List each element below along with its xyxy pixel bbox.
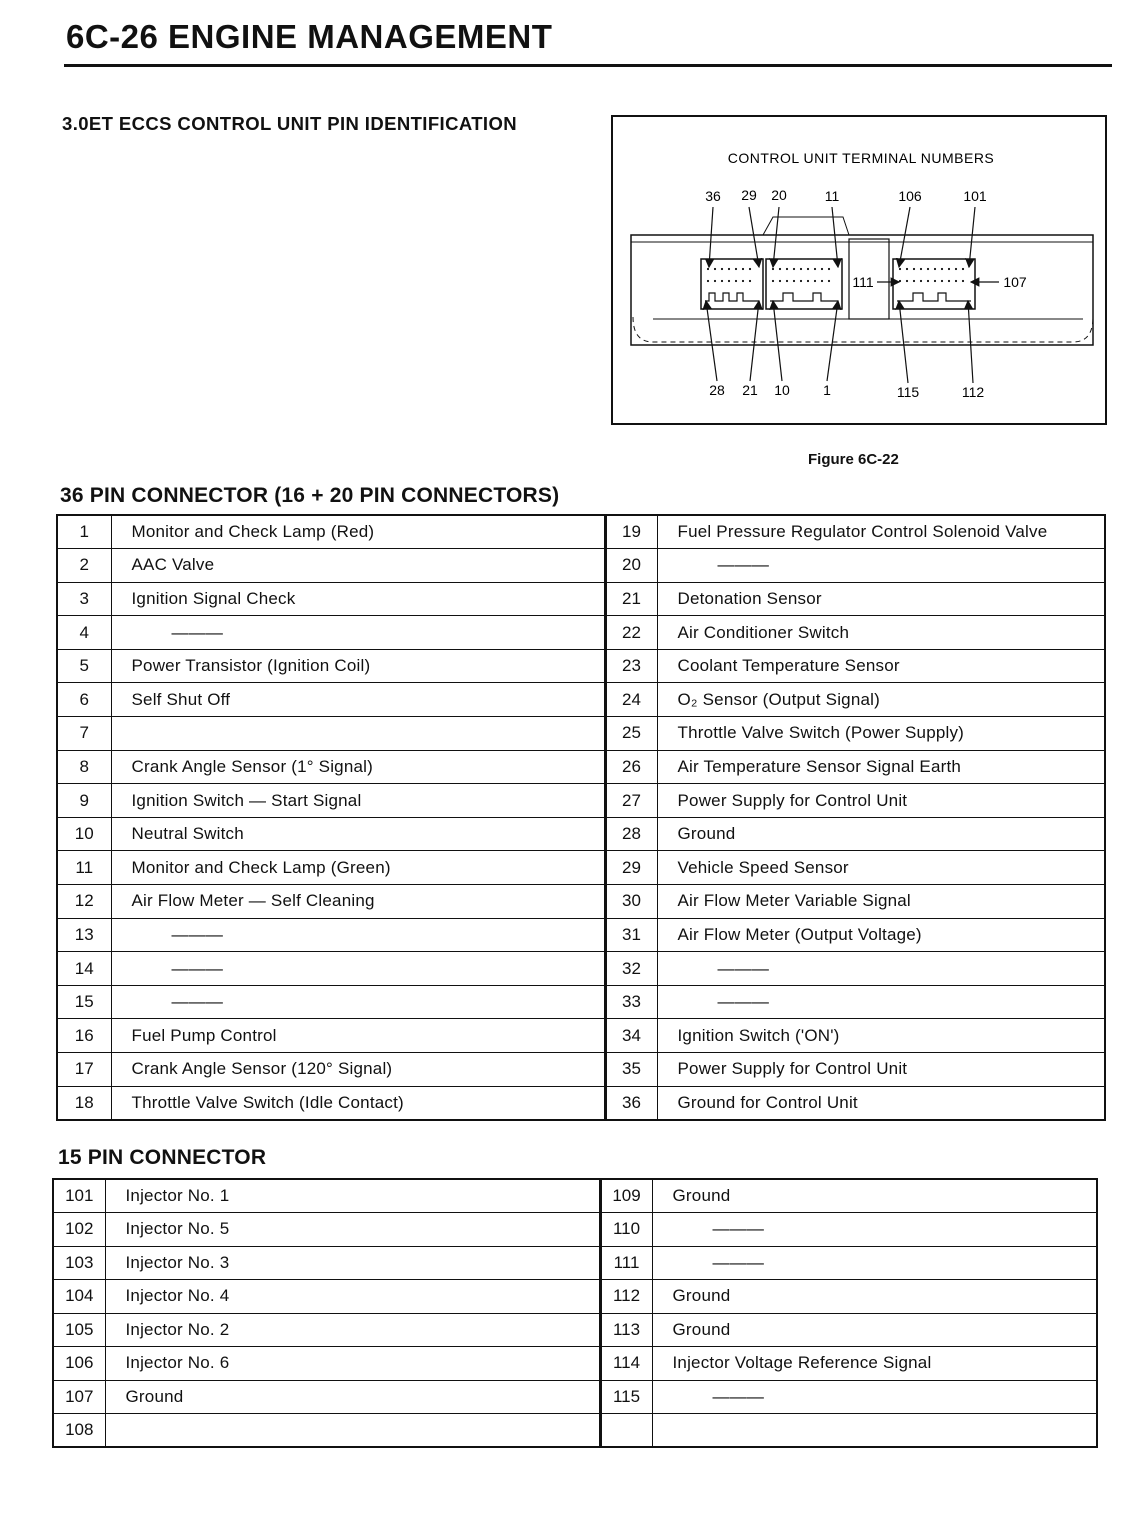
pin-dot — [899, 280, 901, 282]
pin-number: 112 — [600, 1280, 652, 1314]
pin-number: 7 — [57, 717, 111, 751]
table-row — [57, 1053, 1105, 1087]
table-row — [57, 750, 1105, 784]
pin-number: 20 — [605, 549, 657, 583]
pin-dot — [779, 280, 781, 282]
table-row — [57, 616, 1105, 650]
pin-number: 114 — [600, 1347, 652, 1381]
pin-number: 5 — [57, 649, 111, 683]
table-row — [57, 649, 1105, 683]
pin-dot — [821, 280, 823, 282]
pin-dot — [707, 280, 709, 282]
pin-dot — [779, 268, 781, 270]
pin-description: Fuel Pressure Regulator Control Solenoid Valve — [657, 515, 1105, 549]
pin-description: Neutral Switch — [111, 817, 605, 851]
pin-dot — [721, 280, 723, 282]
pin-number: 109 — [600, 1179, 652, 1213]
pin-dot — [772, 268, 774, 270]
section-heading: 3.0ET ECCS CONTROL UNIT PIN IDENTIFICATION — [62, 113, 518, 134]
pin-dot — [721, 268, 723, 270]
pin-description: Crank Angle Sensor (1° Signal) — [111, 750, 605, 784]
terminal-label-1: 1 — [823, 382, 831, 398]
pin-number: 104 — [53, 1280, 105, 1314]
pin-description — [105, 1414, 600, 1448]
terminal-label-10: 10 — [774, 382, 790, 398]
pin-dot — [927, 268, 929, 270]
pin-description: Power Transistor (Ignition Coil) — [111, 649, 605, 683]
control-unit-diagram — [613, 117, 1109, 427]
table-row — [53, 1246, 1097, 1280]
pin-number: 110 — [600, 1213, 652, 1247]
table-row — [57, 784, 1105, 818]
pin-number: 9 — [57, 784, 111, 818]
table-row — [57, 952, 1105, 986]
pin-dot — [828, 268, 830, 270]
pin-dot — [742, 268, 744, 270]
table-row — [57, 918, 1105, 952]
pin-dot — [814, 280, 816, 282]
terminal-label-29: 29 — [741, 187, 757, 203]
table-row — [57, 717, 1105, 751]
pin-number: 30 — [605, 885, 657, 919]
pin-number: 27 — [605, 784, 657, 818]
figure-caption: Figure 6C-22 — [808, 451, 899, 468]
terminal-label-111: 111 — [852, 274, 874, 290]
pin-dot — [793, 268, 795, 270]
pin-description: ——— — [657, 952, 1105, 986]
terminal-label-11: 11 — [824, 188, 840, 204]
connector-15-heading: 15 PIN CONNECTOR — [58, 1146, 267, 1169]
pin-number: 17 — [57, 1053, 111, 1087]
pin-number: 22 — [605, 616, 657, 650]
table-row — [57, 817, 1105, 851]
pin-description: Ground for Control Unit — [657, 1086, 1105, 1120]
pin-description: Ignition Switch — Start Signal — [111, 784, 605, 818]
pin-dot — [948, 280, 950, 282]
pin-dot — [962, 280, 964, 282]
title-rule — [64, 64, 1112, 67]
pin-number: 108 — [53, 1414, 105, 1448]
pin-description — [652, 1414, 1097, 1448]
table-row — [53, 1414, 1097, 1448]
pin-description — [111, 717, 605, 751]
pin-number: 29 — [605, 851, 657, 885]
pin-dot — [934, 268, 936, 270]
pin-dot — [913, 280, 915, 282]
pin-description: Ground — [652, 1179, 1097, 1213]
pin-description: Coolant Temperature Sensor — [657, 649, 1105, 683]
pin-table-36 — [56, 514, 1106, 1121]
pin-number: 10 — [57, 817, 111, 851]
pin-number: 15 — [57, 985, 111, 1019]
pin-number: 8 — [57, 750, 111, 784]
pin-dot — [814, 268, 816, 270]
pin-description: ——— — [657, 549, 1105, 583]
pin-dot — [735, 268, 737, 270]
pin-dot — [749, 268, 751, 270]
pin-dot — [934, 280, 936, 282]
pin-number: 2 — [57, 549, 111, 583]
pin-description: Monitor and Check Lamp (Green) — [111, 851, 605, 885]
terminal-label-21: 21 — [742, 382, 758, 398]
pin-description: Air Flow Meter (Output Voltage) — [657, 918, 1105, 952]
terminal-label-107: 107 — [1003, 274, 1027, 290]
pin-description: Power Supply for Control Unit — [657, 784, 1105, 818]
pin-description: Vehicle Speed Sensor — [657, 851, 1105, 885]
pin-number: 101 — [53, 1179, 105, 1213]
pin-number: 32 — [605, 952, 657, 986]
pin-dot — [786, 268, 788, 270]
pin-dot — [772, 280, 774, 282]
pin-number: 3 — [57, 582, 111, 616]
terminal-label-106: 106 — [898, 188, 922, 204]
pin-dot — [955, 280, 957, 282]
pin-description: Ground — [657, 817, 1105, 851]
pin-description: Injector No. 5 — [105, 1213, 600, 1247]
terminal-label-36: 36 — [705, 188, 721, 204]
figure-heading: CONTROL UNIT TERMINAL NUMBERS — [727, 150, 995, 166]
pin-number: 111 — [600, 1246, 652, 1280]
pin-description: ——— — [111, 616, 605, 650]
terminal-label-101: 101 — [963, 188, 987, 204]
control-unit-figure — [611, 115, 1107, 425]
pin-description: Air Flow Meter — Self Cleaning — [111, 885, 605, 919]
table-row — [57, 515, 1105, 549]
pin-description: Fuel Pump Control — [111, 1019, 605, 1053]
pin-number — [600, 1414, 652, 1448]
pin-dot — [828, 280, 830, 282]
pin-dot — [714, 280, 716, 282]
terminal-label-115: 115 — [896, 384, 920, 400]
pin-description: Injector No. 2 — [105, 1313, 600, 1347]
pin-dot — [786, 280, 788, 282]
pin-dot — [728, 280, 730, 282]
pin-number: 24 — [605, 683, 657, 717]
pin-number: 35 — [605, 1053, 657, 1087]
pin-number: 105 — [53, 1313, 105, 1347]
pin-dot — [728, 268, 730, 270]
pin-dot — [962, 268, 964, 270]
pin-number: 18 — [57, 1086, 111, 1120]
pin-description: Throttle Valve Switch (Idle Contact) — [111, 1086, 605, 1120]
pin-number: 23 — [605, 649, 657, 683]
pin-description: Ground — [652, 1313, 1097, 1347]
pin-description: ——— — [657, 985, 1105, 1019]
pin-description: Detonation Sensor — [657, 582, 1105, 616]
pin-dot — [807, 268, 809, 270]
pin-number: 113 — [600, 1313, 652, 1347]
pin-number: 12 — [57, 885, 111, 919]
pin-number: 107 — [53, 1380, 105, 1414]
pin-dot — [899, 268, 901, 270]
pin-description: Air Flow Meter Variable Signal — [657, 885, 1105, 919]
pin-number: 1 — [57, 515, 111, 549]
pin-number: 26 — [605, 750, 657, 784]
pin-dot — [941, 268, 943, 270]
table-row — [53, 1313, 1097, 1347]
pin-description: Throttle Valve Switch (Power Supply) — [657, 717, 1105, 751]
pin-description: Injector No. 1 — [105, 1179, 600, 1213]
pin-number: 36 — [605, 1086, 657, 1120]
pin-dot — [735, 280, 737, 282]
pin-dot — [707, 268, 709, 270]
pin-description: Air Temperature Sensor Signal Earth — [657, 750, 1105, 784]
pin-number: 28 — [605, 817, 657, 851]
pin-description: ——— — [111, 985, 605, 1019]
pin-dot — [742, 280, 744, 282]
pin-dot — [800, 280, 802, 282]
pin-dot — [955, 268, 957, 270]
pin-description: Power Supply for Control Unit — [657, 1053, 1105, 1087]
pin-description: Injector Voltage Reference Signal — [652, 1347, 1097, 1381]
table-row — [57, 549, 1105, 583]
pin-table-15 — [52, 1178, 1098, 1448]
pin-description: Ground — [105, 1380, 600, 1414]
pin-dot — [906, 280, 908, 282]
pin-number: 21 — [605, 582, 657, 616]
pin-description: O₂ Sensor (Output Signal) — [657, 683, 1105, 717]
pin-dot — [821, 268, 823, 270]
table-row — [57, 851, 1105, 885]
table-row — [53, 1179, 1097, 1213]
pin-dot — [749, 280, 751, 282]
pin-description: Injector No. 3 — [105, 1246, 600, 1280]
pin-description: Ignition Signal Check — [111, 582, 605, 616]
pin-number: 14 — [57, 952, 111, 986]
pin-dot — [913, 268, 915, 270]
pin-description: Air Conditioner Switch — [657, 616, 1105, 650]
pin-description: Ignition Switch ('ON') — [657, 1019, 1105, 1053]
pin-description: ——— — [111, 918, 605, 952]
table-row — [57, 1019, 1105, 1053]
pin-number: 16 — [57, 1019, 111, 1053]
pin-number: 103 — [53, 1246, 105, 1280]
table-row — [53, 1380, 1097, 1414]
pin-description: Injector No. 4 — [105, 1280, 600, 1314]
pin-number: 102 — [53, 1213, 105, 1247]
table-row — [57, 885, 1105, 919]
pin-dot — [800, 268, 802, 270]
pin-description: ——— — [652, 1380, 1097, 1414]
pin-number: 6 — [57, 683, 111, 717]
page-title: 6C-26 ENGINE MANAGEMENT — [66, 18, 553, 55]
table-row — [53, 1213, 1097, 1247]
terminal-label-112: 112 — [961, 384, 985, 400]
pin-description: Crank Angle Sensor (120° Signal) — [111, 1053, 605, 1087]
table-row — [57, 683, 1105, 717]
pin-number: 115 — [600, 1380, 652, 1414]
pin-dot — [920, 280, 922, 282]
pin-number: 34 — [605, 1019, 657, 1053]
pin-dot — [807, 280, 809, 282]
table-row — [57, 1086, 1105, 1120]
pin-description: AAC Valve — [111, 549, 605, 583]
table-row — [53, 1280, 1097, 1314]
pin-description: Self Shut Off — [111, 683, 605, 717]
table-row — [57, 985, 1105, 1019]
pin-dot — [927, 280, 929, 282]
pin-description: Injector No. 6 — [105, 1347, 600, 1381]
pin-number: 106 — [53, 1347, 105, 1381]
pin-number: 13 — [57, 918, 111, 952]
pin-number: 11 — [57, 851, 111, 885]
connector-36-heading: 36 PIN CONNECTOR (16 + 20 PIN CONNECTORS) — [60, 484, 560, 507]
terminal-label-28: 28 — [709, 382, 725, 398]
pin-dot — [793, 280, 795, 282]
pin-number: 4 — [57, 616, 111, 650]
pin-dot — [948, 268, 950, 270]
pin-dot — [714, 268, 716, 270]
pin-dot — [941, 280, 943, 282]
pin-description: ——— — [652, 1213, 1097, 1247]
table-row — [57, 582, 1105, 616]
pin-description: ——— — [111, 952, 605, 986]
terminal-label-20: 20 — [771, 187, 787, 203]
pin-number: 31 — [605, 918, 657, 952]
pin-description: ——— — [652, 1246, 1097, 1280]
pin-number: 19 — [605, 515, 657, 549]
pin-number: 33 — [605, 985, 657, 1019]
pin-description: Ground — [652, 1280, 1097, 1314]
pin-dot — [920, 268, 922, 270]
pin-dot — [906, 268, 908, 270]
pin-number: 25 — [605, 717, 657, 751]
pin-description: Monitor and Check Lamp (Red) — [111, 515, 605, 549]
table-row — [53, 1347, 1097, 1381]
